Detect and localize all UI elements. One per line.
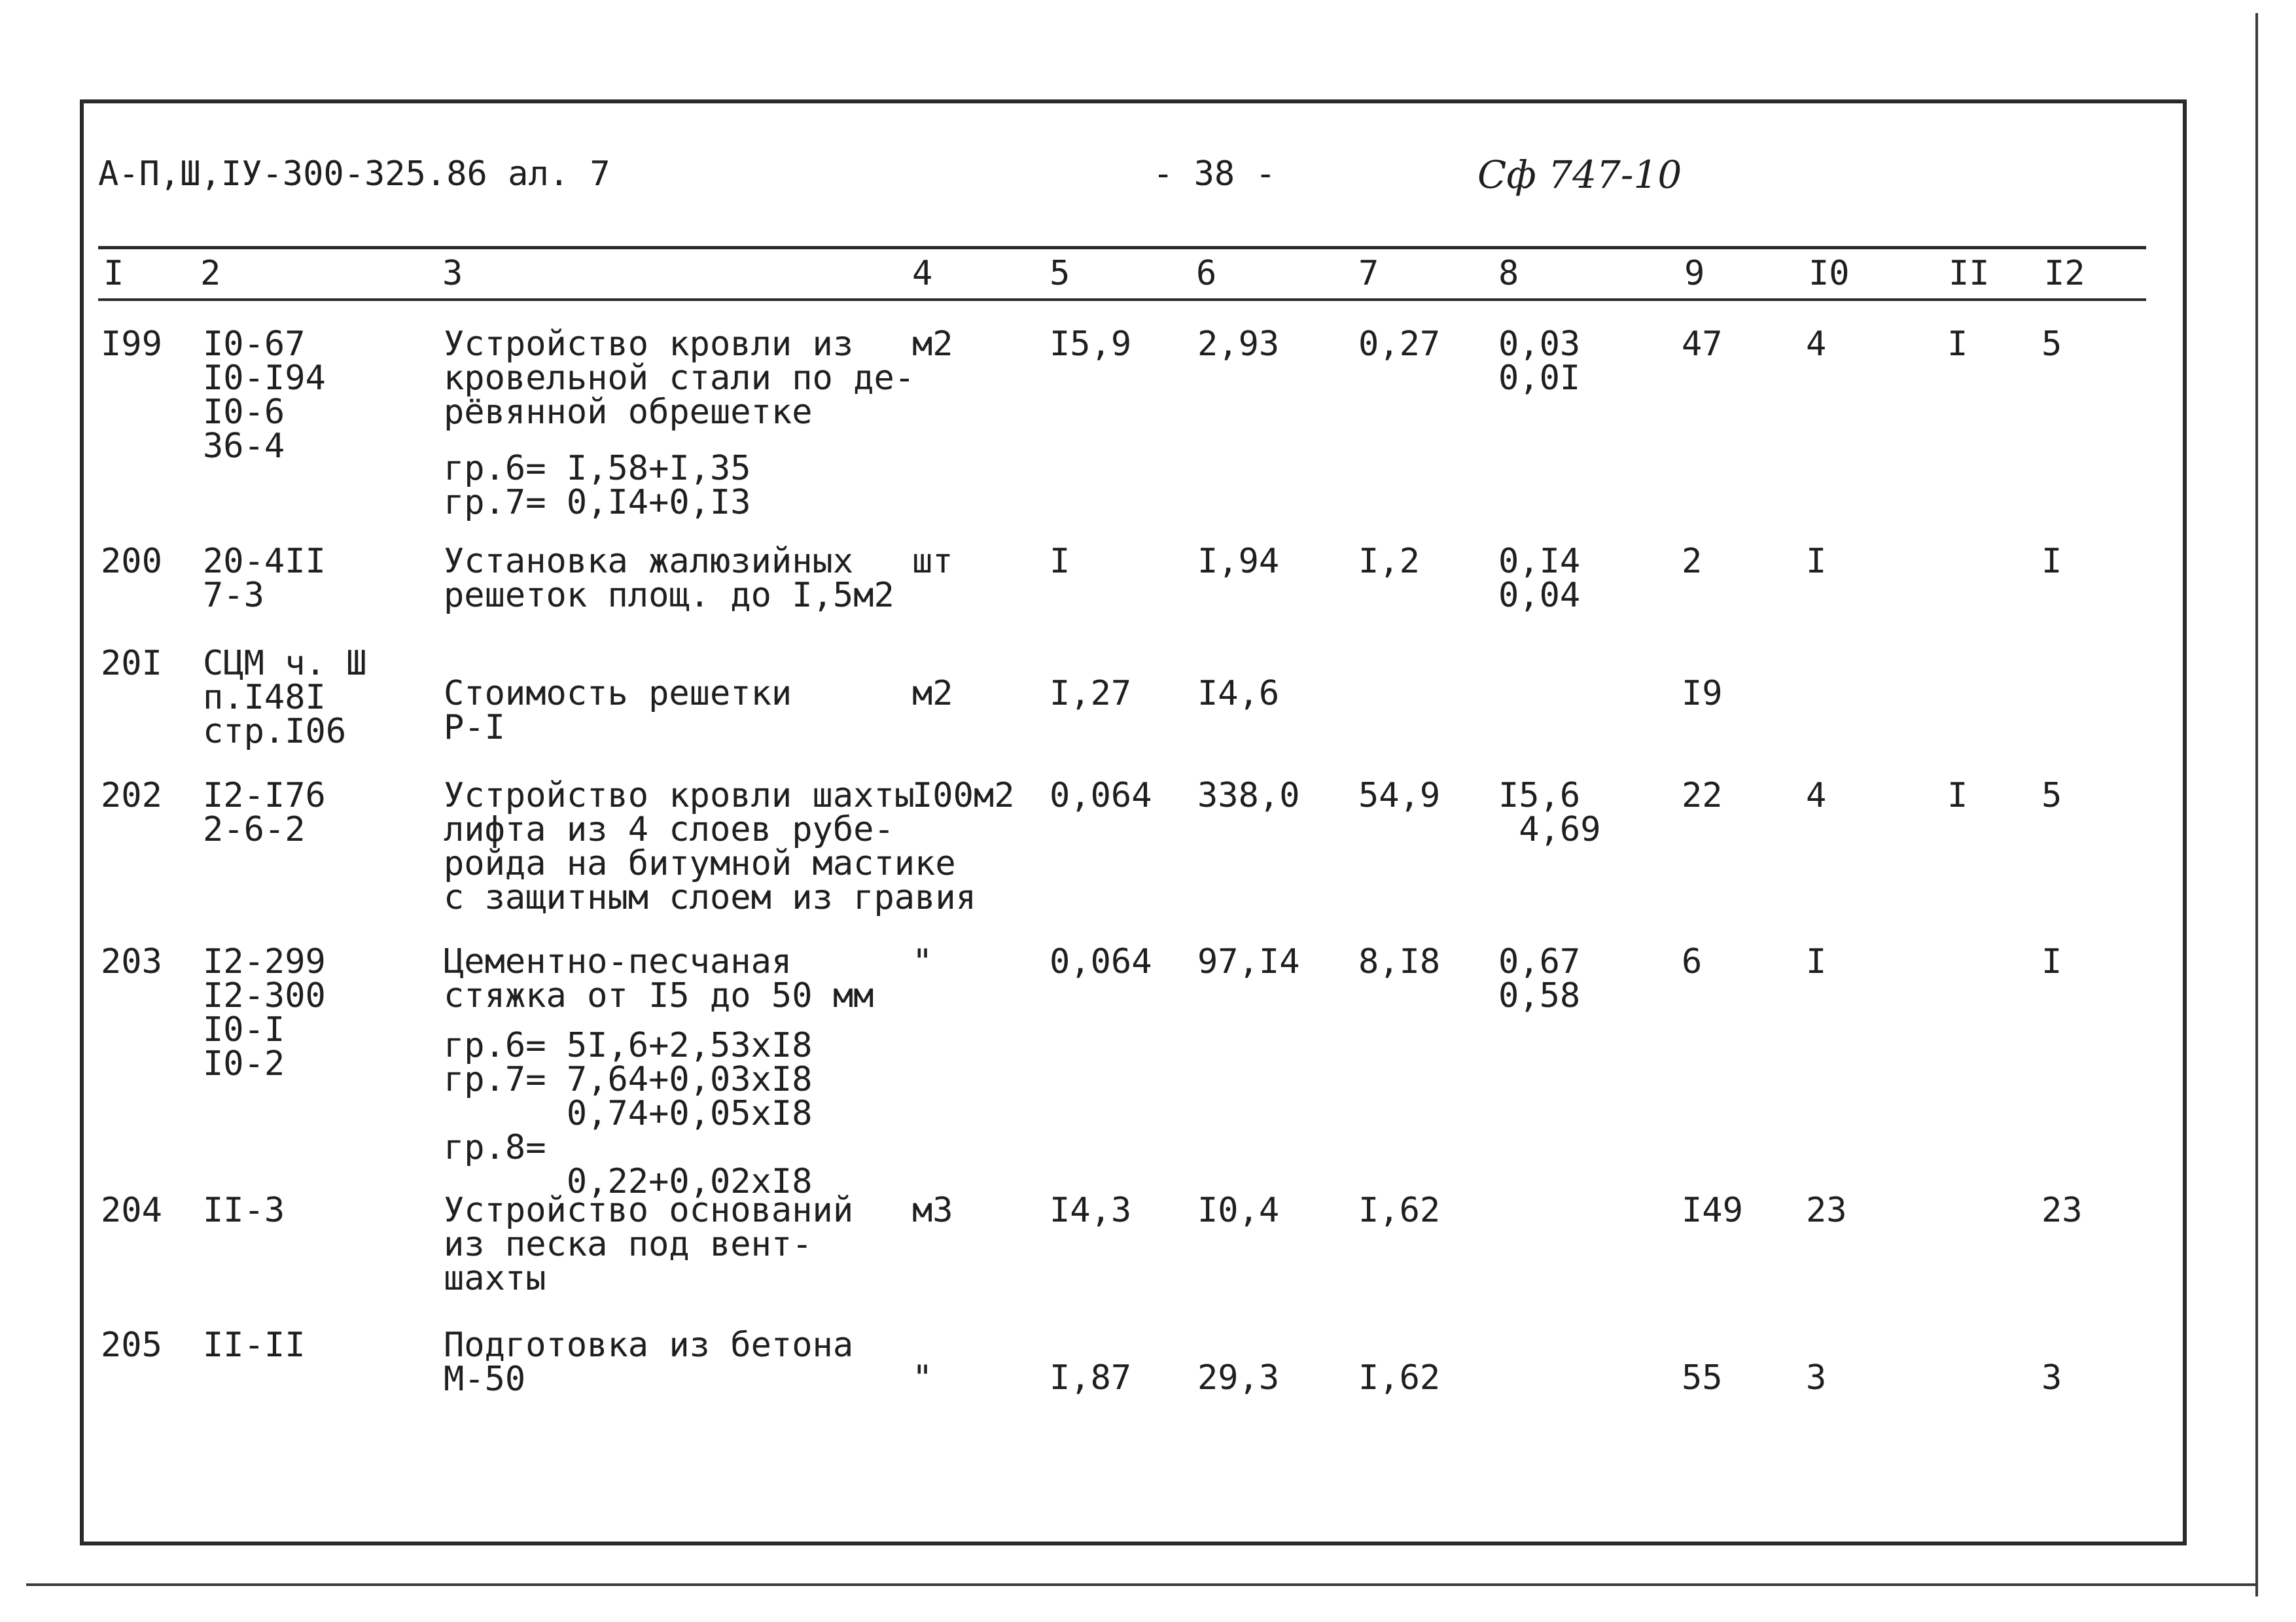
row-6-col-6: I0,4	[1197, 1191, 1280, 1230]
row-2-col-8: 0,I4 0,04	[1498, 542, 1581, 615]
row-2-col-5: I	[1050, 542, 1070, 581]
row-2-col-2: 20-4II 7-3	[203, 542, 326, 615]
row-4-col-3: Устройство кровли шахты лифта из 4 слоев рубе- ройда на битумной мастике с защитным слоем из гравия	[444, 776, 976, 917]
row-1-col-10: 4	[1806, 325, 1827, 364]
row-3-col-1: 20I	[101, 644, 162, 683]
row-4-col-9: 22	[1682, 776, 1723, 815]
page-number: - 38 -	[1153, 154, 1276, 194]
column-header-5: 5	[1050, 254, 1070, 293]
row-2-col-1: 200	[101, 542, 162, 581]
row-3-col-9: I9	[1682, 674, 1723, 713]
sheet-edge-right	[2255, 13, 2258, 1596]
row-6-col-4: м3	[912, 1191, 953, 1230]
row-5-col-7: 8,I8	[1358, 942, 1441, 981]
row-1-col-4: м2	[912, 325, 953, 364]
row-2-col-12: I	[2041, 542, 2062, 581]
row-6-col-9: I49	[1682, 1191, 1743, 1230]
row-5-col-10: I	[1806, 942, 1827, 981]
row-4-col-4: I00м2	[912, 776, 1015, 815]
row-5-col-9: 6	[1682, 942, 1703, 981]
row-2-col-4: шт	[912, 542, 953, 581]
row-2-col-3: Установка жалюзийных решеток площ. до I,5м2	[444, 542, 894, 615]
document-code: А-П,Ш,IУ-300-325.86 ал. 7	[98, 154, 610, 194]
sheet-edge-bottom	[26, 1583, 2257, 1586]
row-5-col-8: 0,67 0,58	[1498, 942, 1581, 1015]
row-3-col-6: I4,6	[1197, 674, 1280, 713]
row-2-col-9: 2	[1682, 542, 1703, 581]
column-header-6: 6	[1196, 254, 1217, 293]
row-1-col-11: I	[1947, 325, 1968, 364]
row-2-col-6: I,94	[1197, 542, 1280, 581]
row-3-col-4: м2	[912, 674, 953, 713]
row-6-col-3: Устройство оснований из песка под вент- шахты	[444, 1191, 854, 1298]
row-5-col-12: I	[2041, 942, 2062, 981]
row-7-col-4: "	[912, 1358, 933, 1398]
row-7-col-12: 3	[2041, 1358, 2062, 1398]
header-bottom-rule	[98, 298, 2146, 301]
row-5-col-3: Цементно-песчаная стяжка от I5 до 50 мм	[444, 942, 874, 1015]
row-2-col-10: I	[1806, 542, 1827, 581]
column-header-7: 7	[1358, 254, 1379, 293]
row-1-col-12: 5	[2041, 325, 2062, 364]
row-2-col-7: I,2	[1358, 542, 1420, 581]
row-3-col-2: СЦМ ч. Ш п.I48I стр.I06	[203, 644, 367, 751]
row-1-col-1: I99	[101, 325, 162, 364]
column-header-4: 4	[912, 254, 933, 293]
row-4-col-7: 54,9	[1358, 776, 1441, 815]
column-header-1: I	[103, 254, 124, 293]
column-header-8: 8	[1498, 254, 1519, 293]
row-4-col-10: 4	[1806, 776, 1827, 815]
row-5-col-2: I2-299 I2-300 I0-I I0-2	[203, 942, 326, 1084]
row-3-col-5: I,27	[1050, 674, 1132, 713]
header-top-rule	[98, 246, 2146, 249]
row-6-col-5: I4,3	[1050, 1191, 1132, 1230]
row-1-col-9: 47	[1682, 325, 1723, 364]
row-7-col-1: 205	[101, 1326, 162, 1365]
row-4-col-5: 0,064	[1050, 776, 1152, 815]
column-header-11: II	[1949, 254, 1990, 293]
column-header-2: 2	[200, 254, 221, 293]
row-7-col-5: I,87	[1050, 1358, 1132, 1398]
row-5-col-6: 97,I4	[1197, 942, 1300, 981]
row-5-col-4: "	[912, 942, 933, 981]
row-1-col-2: I0-67 I0-I94 I0-6 36-4	[203, 325, 326, 466]
row-7-col-7: I,62	[1358, 1358, 1441, 1398]
row-4-col-11: I	[1947, 776, 1968, 815]
row-7-col-9: 55	[1682, 1358, 1723, 1398]
row-1-col-5: I5,9	[1050, 325, 1132, 364]
row-6-col-10: 23	[1806, 1191, 1847, 1230]
row-7-col-10: 3	[1806, 1358, 1827, 1398]
row-3-col-3: Стоимость решетки Р-I	[444, 674, 792, 747]
row-4-col-2: I2-I76 2-6-2	[203, 776, 326, 849]
row-5-col-5: 0,064	[1050, 942, 1152, 981]
row-4-col-12: 5	[2041, 776, 2062, 815]
row-6-col-12: 23	[2041, 1191, 2083, 1230]
row-5-col-1: 203	[101, 942, 162, 981]
column-header-9: 9	[1684, 254, 1705, 293]
column-header-10: I0	[1809, 254, 1850, 293]
row-7-col-6: 29,3	[1197, 1358, 1280, 1398]
row-5-formula: гр.6= 5I,6+2,53хI8 гр.7= 7,64+0,03хI8 0,74+0,05хI8 гр.8= 0,22+0,02хI8	[444, 1026, 813, 1201]
page-frame	[80, 99, 2187, 1545]
row-4-col-1: 202	[101, 776, 162, 815]
row-6-col-7: I,62	[1358, 1191, 1441, 1230]
handwritten-reference: Сф 747-10	[1477, 152, 1682, 197]
row-7-col-3: Подготовка из бетона М-50	[444, 1326, 854, 1399]
row-1-col-3: Устройство кровли из кровельной стали по де- рёвянной обрешетке	[444, 325, 915, 432]
row-6-col-2: II-3	[203, 1191, 285, 1230]
row-1-col-6: 2,93	[1197, 325, 1280, 364]
row-7-col-2: II-II	[203, 1326, 306, 1365]
row-4-col-8: I5,6 4,69	[1498, 776, 1601, 849]
row-4-col-6: 338,0	[1197, 776, 1300, 815]
row-1-col-7: 0,27	[1358, 325, 1441, 364]
row-6-col-1: 204	[101, 1191, 162, 1230]
row-1-formula: гр.6= I,58+I,35 гр.7= 0,I4+0,I3	[444, 449, 751, 522]
column-header-3: 3	[442, 254, 463, 293]
row-1-col-8: 0,03 0,0I	[1498, 325, 1581, 398]
column-header-12: I2	[2044, 254, 2085, 293]
